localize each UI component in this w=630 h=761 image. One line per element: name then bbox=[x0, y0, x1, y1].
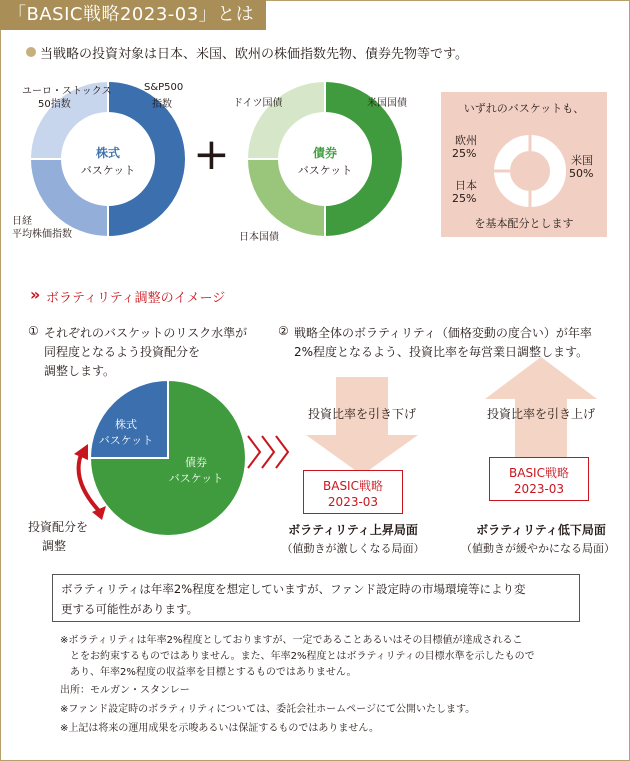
alloc-europe-name: 欧州 bbox=[455, 134, 477, 147]
footnote-3: ※上記は将来の運用成果を示唆あるいは保証するものではありません。 bbox=[60, 723, 379, 734]
adjust-curved-arrow-icon bbox=[66, 440, 116, 520]
fund-box-fall bbox=[489, 457, 589, 501]
footnote-1-line3: あり、年率2%程度の収益率を目標とするものではありません。 bbox=[60, 667, 357, 678]
euro-label-2: 50指数 bbox=[38, 99, 71, 110]
step1-line1: それぞれのバスケットのリスク水準が bbox=[44, 326, 248, 340]
pie-equity-label-2: バスケット bbox=[98, 434, 154, 447]
pie-bond-label-1: 債券 bbox=[185, 456, 207, 469]
us-bond-label: 米国国債 bbox=[367, 98, 407, 109]
footnote-1 bbox=[60, 633, 535, 681]
step2-line1: 戦略全体のボラティリティ（価格変動の度合い）が年率 bbox=[294, 326, 592, 340]
volatility-heading: ボラティリティ調整のイメージ bbox=[46, 291, 226, 306]
adjust-label-1: 投資配分を bbox=[28, 520, 89, 534]
pie-equity-label-1: 株式 bbox=[115, 418, 137, 431]
notice-box bbox=[52, 574, 580, 622]
step1-line2: 同程度となるよう投資配分を bbox=[44, 345, 201, 359]
bond-center-sub: バスケット bbox=[297, 164, 353, 177]
nikkei-label-1: 日経 bbox=[12, 216, 32, 227]
allocation-title: いずれのバスケットも、 bbox=[463, 102, 585, 115]
fund-box-rise-line1: BASIC戦略 bbox=[323, 479, 383, 493]
footnote-2: ※ファンド設定時のボラティリティについては、委託会社ホームページにて公開いたします。 bbox=[60, 704, 476, 715]
notice-line1: ボラティリティは年率2%程度を想定していますが、ファンド設定時の市場環境等により変 bbox=[61, 582, 526, 596]
sp500-label-1: S&P500 bbox=[144, 82, 184, 93]
bond-center-title: 債券 bbox=[312, 146, 337, 160]
footnote-1-line1: ※ボラティリティは年率2%程度としておりますが、一定であることあるいはその目標値が達成されるこ bbox=[60, 635, 523, 646]
chevron-double-icon: » bbox=[30, 285, 41, 304]
footnote-1-line2: とをお約束するものではありません。また、年率2%程度とはボラティリティの目標水準を示したもので bbox=[60, 651, 535, 662]
germany-bond-label: ドイツ国債 bbox=[233, 98, 283, 109]
plus-sign: + bbox=[193, 129, 230, 180]
alloc-europe-pct: 25% bbox=[452, 147, 477, 160]
fund-box-rise-line2: 2023-03 bbox=[327, 495, 379, 509]
adjust-label-2: 調整 bbox=[42, 539, 67, 553]
source-note: 出所：モルガン・スタンレー bbox=[60, 685, 190, 696]
page-title: 「BASIC戦略2023-03」とは bbox=[0, 0, 266, 30]
fund-box-fall-line2: 2023-03 bbox=[513, 482, 565, 496]
fall-subtitle: （値動きが緩やかになる局面） bbox=[461, 542, 615, 555]
allocation-ring bbox=[490, 131, 570, 211]
nikkei-label-2: 平均株価指数 bbox=[12, 229, 72, 240]
down-label: 投資比率を引き下げ bbox=[307, 407, 416, 421]
step2-line2: 2%程度となるよう、投資比率を毎営業日調整します。 bbox=[294, 345, 589, 359]
alloc-japan-pct: 25% bbox=[452, 192, 477, 205]
notice-line2: 更する可能性があります。 bbox=[61, 602, 199, 616]
allocation-footer: を基本配分とします bbox=[474, 217, 574, 230]
step2-number: ② bbox=[278, 324, 289, 338]
rise-title: ボラティリティ上昇局面 bbox=[288, 523, 418, 537]
step1-line3: 調整します。 bbox=[44, 364, 116, 378]
step1-number: ① bbox=[28, 324, 39, 338]
down-arrow-icon bbox=[302, 377, 422, 477]
intro-text: 当戦略の投資対象は日本、米国、欧州の株価指数先物、債券先物等です。 bbox=[40, 47, 468, 62]
pie-bond-label-2: バスケット bbox=[168, 472, 224, 485]
alloc-japan-name: 日本 bbox=[455, 179, 477, 192]
equity-center-title: 株式 bbox=[95, 146, 120, 160]
triple-chevron-icon bbox=[246, 432, 296, 472]
japan-bond-label: 日本国債 bbox=[239, 232, 279, 243]
up-label: 投資比率を引き上げ bbox=[486, 407, 595, 421]
fund-box-rise bbox=[303, 470, 403, 514]
sp500-label-2: 指数 bbox=[152, 99, 172, 110]
equity-center-sub: バスケット bbox=[80, 164, 136, 177]
alloc-us-pct: 50% bbox=[569, 167, 594, 180]
euro-label-1: ユーロ・ストックス bbox=[22, 86, 112, 97]
rise-subtitle: （値動きが激しくなる局面） bbox=[281, 542, 425, 555]
fall-title: ボラティリティ低下局面 bbox=[476, 523, 606, 537]
fund-box-fall-line1: BASIC戦略 bbox=[509, 466, 569, 480]
bullet-dot bbox=[26, 47, 36, 57]
alloc-us-name: 米国 bbox=[571, 154, 593, 167]
